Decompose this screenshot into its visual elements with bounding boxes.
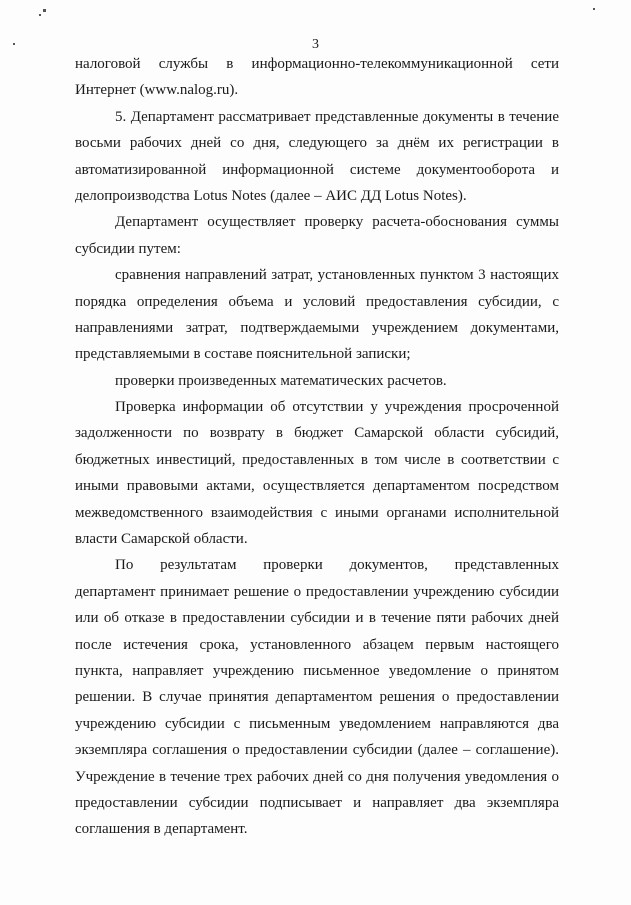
document-body (75, 51, 559, 843)
text-line: направлениями затрат, подтверждаемыми учреждением документами, (75, 319, 559, 336)
text-line: департамент принимает решение о предоставлении учреждению субсидии (75, 583, 559, 600)
text-line: Проверка информации об отсутствии у учреждения просроченной (115, 399, 559, 416)
text-line: учреждению субсидии с письменным уведомлением направляются два (75, 715, 559, 732)
text-line: сравнения направлений затрат, установленных пунктом 3 настоящих (115, 267, 559, 284)
text-line: пункта, направляет учреждению письменное уведомление о принятом (75, 662, 559, 679)
text-line: предоставлении субсидии подписывает и направляет два экземпляра (75, 794, 559, 811)
text-line: порядка определения объема и условий предоставления субсидии, с (75, 293, 559, 310)
text-line: после истечения срока, установленного абзацем первым настоящего (75, 636, 559, 653)
text-line: делопроизводства Lotus Notes (далее – АИС ДД Lotus Notes). (75, 187, 467, 204)
text-line: Департамент осуществляет проверку расчета-обоснования суммы (115, 214, 559, 231)
text-line: задолженности по возврату в бюджет Самарской области субсидий, (75, 425, 559, 442)
text-line: соглашения в департамент. (75, 821, 248, 838)
text-line: власти Самарской области. (75, 531, 248, 548)
text-line: представляемыми в составе пояснительной записки; (75, 346, 411, 363)
text-line: восьми рабочих дней со дня, следующего за днём их регистрации в (75, 135, 559, 152)
text-line: бюджетных инвестиций, предоставленных в том числе в соответствии с (75, 451, 559, 468)
text-line: экземпляра соглашения о предоставлении субсидии (далее – соглашение). (75, 742, 559, 759)
scan-speck (43, 9, 46, 12)
text-line: иными правовыми актами, осуществляется департаментом посредством (75, 478, 559, 495)
text-line: Интернет (www.nalog.ru). (75, 82, 239, 99)
scan-speck (39, 14, 41, 16)
text-line: 5. Департамент рассматривает представленные документы в течение (115, 108, 559, 125)
text-line: По результатам проверки документов, представленных (115, 557, 559, 574)
text-line: или об отказе в предоставлении субсидии и в течение пяти рабочих дней (75, 610, 559, 627)
text-line: налоговой службы в информационно-телекоммуникационной сети (75, 56, 559, 72)
text-line: автоматизированной информационной системе документооборота и (75, 161, 559, 178)
text-lines (75, 51, 559, 843)
page-number: 3 (312, 37, 319, 52)
text-line: субсидии путем: (75, 240, 181, 257)
text-line: решении. В случае принятия департаментом решения о предоставлении (75, 689, 559, 706)
text-line: проверки произведенных математических расчетов. (115, 372, 447, 389)
text-line: межведомственного взаимодействия с иными органами исполнительной (75, 504, 559, 521)
scan-speck (593, 8, 595, 10)
text-line: Учреждение в течение трех рабочих дней со дня получения уведомления о (75, 768, 559, 785)
